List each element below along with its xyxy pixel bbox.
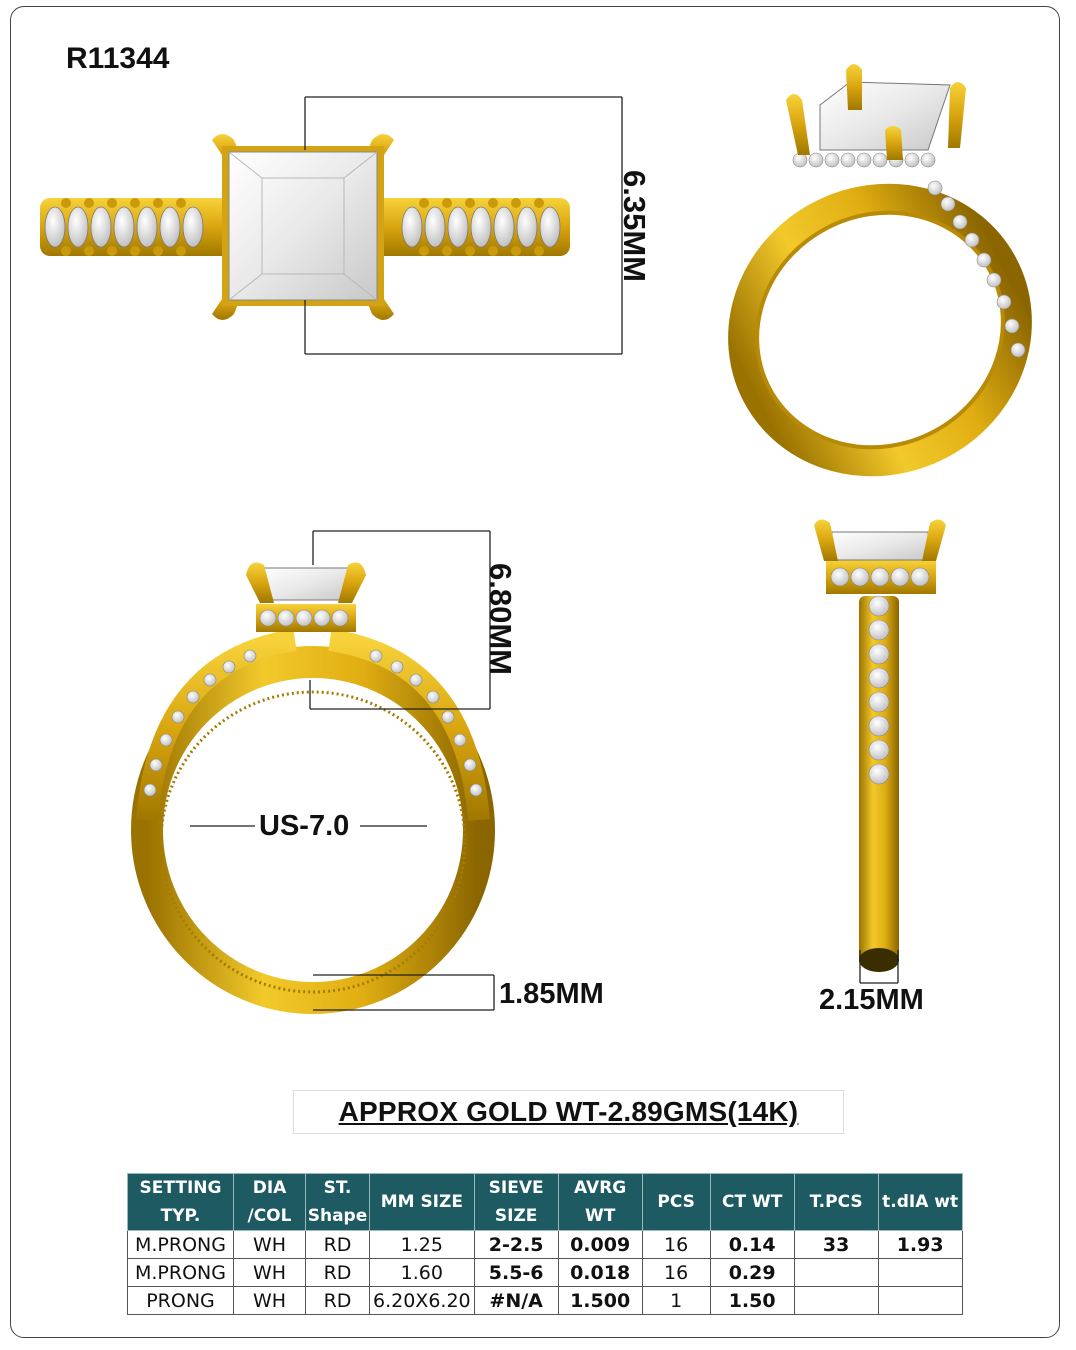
cell-sieve-size: 2-2.5 [474, 1231, 558, 1259]
col-header-total-pieces [794, 1174, 878, 1231]
table-row [128, 1259, 963, 1287]
header-line: WT [584, 1206, 616, 1226]
perspective-view-drawing [695, 64, 1064, 511]
design-code: R11344 [66, 42, 170, 75]
col-header-ct-weight [710, 1174, 794, 1231]
cell-stone-shape: RD [306, 1231, 370, 1259]
header-line: MM SIZE [380, 1192, 463, 1212]
cell-pieces: 16 [642, 1231, 710, 1259]
header-line: /COL [247, 1206, 292, 1226]
header-line: CT WT [721, 1192, 783, 1212]
cell-stone-shape: RD [306, 1259, 370, 1287]
gold-weight-text: APPROX GOLD WT-2.89GMS(14K) [338, 1096, 799, 1127]
cell-total-dia-weight: 1.93 [878, 1231, 962, 1259]
col-header-pieces [642, 1174, 710, 1231]
col-header-total-dia-weight [878, 1174, 962, 1231]
cell-ct-weight: 1.50 [710, 1287, 794, 1315]
cell-total-dia-weight [878, 1287, 962, 1315]
cell-ct-weight: 0.29 [710, 1259, 794, 1287]
cell-dia-color: WH [234, 1287, 306, 1315]
header-line: DIA [252, 1178, 287, 1198]
table-header-row [128, 1174, 963, 1231]
cell-sieve-size: #N/A [474, 1287, 558, 1315]
col-header-setting-type [128, 1174, 234, 1231]
col-header-dia-color [234, 1174, 306, 1231]
front-view-height-label: 6.80MM [483, 563, 518, 675]
cell-total-pieces [794, 1259, 878, 1287]
cell-total-pieces: 33 [794, 1231, 878, 1259]
header-line: t.dIA wt [882, 1192, 959, 1212]
cell-pieces: 16 [642, 1259, 710, 1287]
col-header-sieve-size [474, 1174, 558, 1231]
cell-mm-size: 6.20X6.20 [370, 1287, 475, 1315]
table-row [128, 1231, 963, 1259]
header-line: SETTING [139, 1178, 222, 1198]
shank-width-label: 2.15MM [819, 984, 924, 1016]
header-line: PCS [657, 1192, 695, 1212]
cell-mm-size: 1.25 [370, 1231, 475, 1259]
header-line: AVRG [574, 1178, 627, 1198]
gold-weight-box [293, 1090, 844, 1134]
cell-setting-type: M.PRONG [128, 1231, 234, 1259]
header-line: Shape [307, 1206, 368, 1226]
col-header-avg-weight [558, 1174, 642, 1231]
header-line: ST. [323, 1178, 352, 1198]
cell-pieces: 1 [642, 1287, 710, 1315]
cell-avg-weight: 1.500 [558, 1287, 642, 1315]
side-view-drawing [814, 519, 946, 972]
table-row [128, 1287, 963, 1315]
cell-avg-weight: 0.009 [558, 1231, 642, 1259]
header-line: SIZE [494, 1206, 538, 1226]
cell-setting-type: M.PRONG [128, 1259, 234, 1287]
header-line: SIEVE [488, 1178, 544, 1198]
cell-stone-shape: RD [306, 1287, 370, 1315]
cell-total-pieces [794, 1287, 878, 1315]
col-header-stone-shape [306, 1174, 370, 1231]
cell-dia-color: WH [234, 1259, 306, 1287]
top-view-drawing [40, 134, 570, 320]
cell-ct-weight: 0.14 [710, 1231, 794, 1259]
cell-sieve-size: 5.5-6 [474, 1259, 558, 1287]
top-view-height-label: 6.35MM [617, 170, 652, 282]
cell-dia-color: WH [234, 1231, 306, 1259]
cell-mm-size: 1.60 [370, 1259, 475, 1287]
col-header-mm-size [370, 1174, 475, 1231]
cell-setting-type: PRONG [128, 1287, 234, 1315]
front-view-drawing [144, 563, 482, 998]
header-line: TYP. [160, 1206, 201, 1226]
cell-total-dia-weight [878, 1259, 962, 1287]
header-line: T.PCS [809, 1192, 863, 1212]
cell-avg-weight: 0.018 [558, 1259, 642, 1287]
ring-size-label: US-7.0 [259, 810, 350, 842]
shank-thickness-label: 1.85MM [499, 978, 604, 1010]
stone-spec-table [127, 1173, 963, 1315]
